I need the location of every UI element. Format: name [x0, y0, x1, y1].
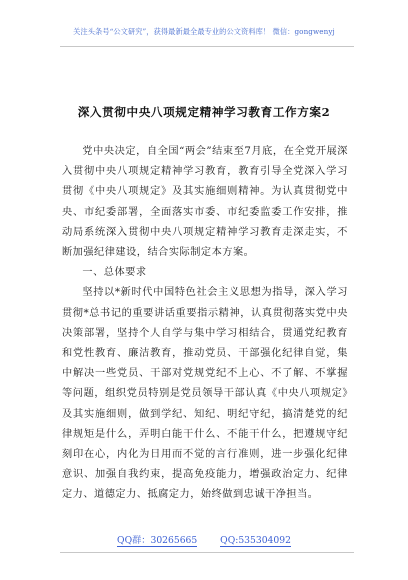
footer-divider — [60, 552, 354, 553]
header-divider — [60, 46, 354, 47]
intro-paragraph: 党中央决定，自全国“两会”结束至7月底，在全党开展深入贯彻中央八项规定精神学习教育，教育引导全党深入学习贯彻《中央八项规定》及其实施细则精神。为认真贯彻党中央、市纪委部署，全面落实市委、市纪委监委工作安排，推动局系统深入贯彻中央八项规定精神学习教育走深走实，不断加强纪律建设，结合实际制定本方案。 — [62, 146, 348, 259]
document-body — [62, 142, 348, 506]
section-heading: 一、总体要求 — [82, 267, 147, 279]
body-paragraph: 坚持以*新时代中国特色社会主义思想为指导，深入学习贯彻*总书记的重要讲话重要指示精神，认真贯彻落实党中央决策部署，坚持个人自学与集中学习相结合，贯通党纪教育和党性教育、廉洁教育，推动党员、干部强化纪律自觉，集中解决一些党员、干部对党规党纪不上心、不了解、不掌握等问题，组织党员特别是党员领导干部认真《中央八项规定》及其实施细则，做到学纪、知纪、明纪守纪，搞清楚党的纪律规矩是什么，弄明白能干什么、不能干什么，把遵规守纪刻印在心，内化为日用而不觉的言行准则，进一步强化纪律意识、加强自我约束，提高免疫能力，增强政治定力、纪律定力、道德定力、抵腐定力，始终做到忠诚干净担当。 — [62, 287, 348, 501]
qq-contact-link[interactable]: QQ:535304092 — [220, 535, 291, 546]
header-promo-note: 关注头条号“公文研究”，获得最新最全最专业的公文资料库！ 微信：gongwenyj — [73, 27, 335, 36]
qq-group-link[interactable]: QQ群：30265665 — [117, 535, 198, 546]
footer-contacts — [0, 535, 408, 547]
document-title: 深入贯彻中央八项规定精神学习教育工作方案2 — [77, 105, 331, 119]
